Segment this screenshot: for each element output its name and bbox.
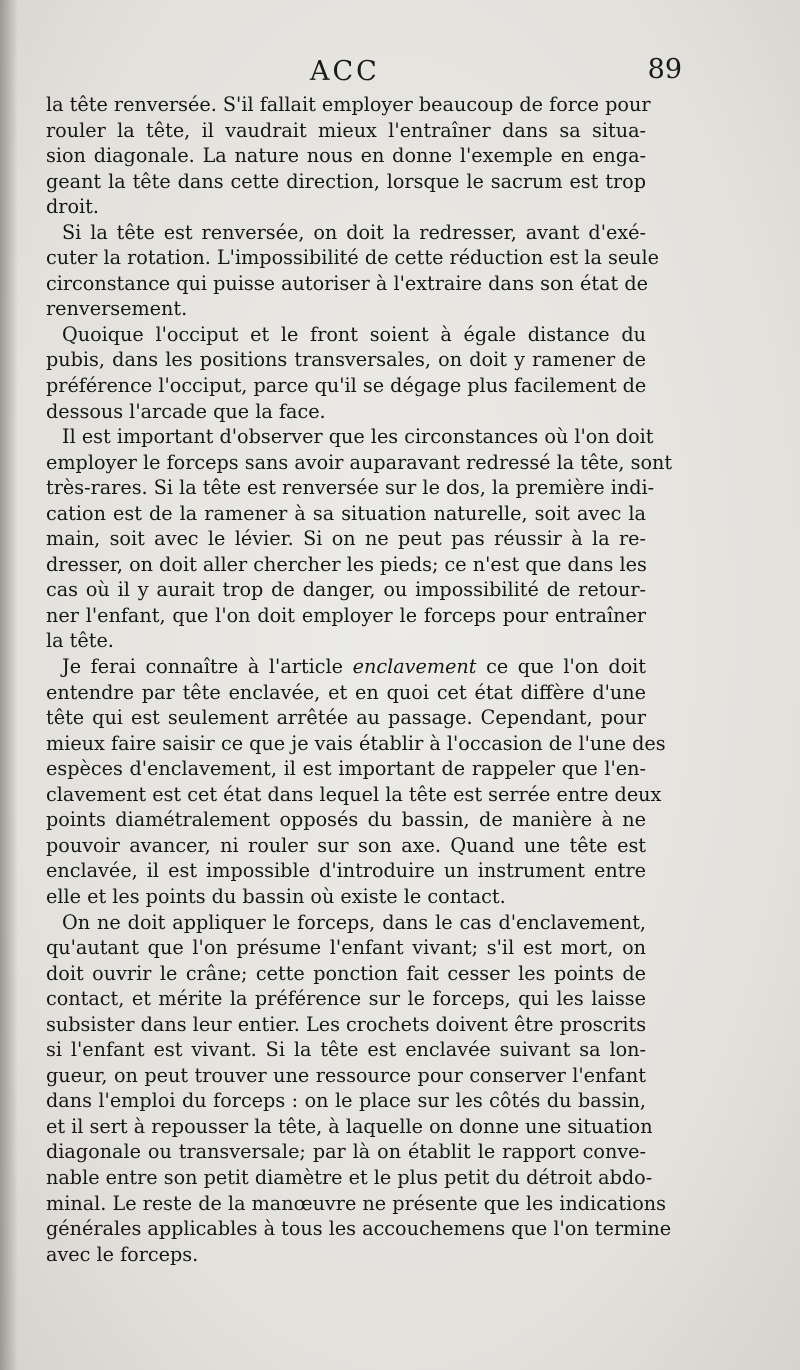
text-fragment: Je ferai connaître à l'article bbox=[62, 655, 353, 679]
text-line: employer le forceps sans avoir auparavant redressé la tête, sont bbox=[46, 450, 673, 474]
text-line: points diamétralement opposés du bassin, de manière à ne bbox=[46, 808, 646, 832]
text-line: cation est de la ramener à sa situation naturelle, soit avec la bbox=[46, 501, 646, 525]
text-line: droit. bbox=[46, 195, 99, 219]
page-header bbox=[40, 52, 682, 92]
text-line: Si la tête est renversée, on doit la redresser, avant d'exé- bbox=[62, 220, 646, 244]
text-line: main, soit avec le lévier. Si on ne peut pas réussir à la re- bbox=[46, 527, 646, 551]
text-line: contact, et mérite la préférence sur le forceps, qui les laisse bbox=[46, 987, 646, 1011]
text-line: la tête. bbox=[46, 629, 114, 653]
text-line: entendre par tête enclavée, et en quoi cet état diffère d'une bbox=[46, 680, 646, 704]
text-line: circonstance qui puisse autoriser à l'extraire dans son état de bbox=[46, 271, 648, 295]
running-head: ACC bbox=[310, 56, 380, 87]
text-line: geant la tête dans cette direction, lorsque le sacrum est trop bbox=[46, 169, 646, 193]
text-line: très-rares. Si la tête est renversée sur le dos, la première indi- bbox=[46, 476, 655, 500]
text-line: dresser, on doit aller chercher les pieds; ce n'est que dans les bbox=[46, 552, 647, 576]
text-line: gueur, on peut trouver une ressource pour conserver l'enfant bbox=[46, 1063, 646, 1087]
text-line: pubis, dans les positions transversales, on doit y ramener de bbox=[46, 348, 646, 372]
text-line: cas où il y aurait trop de danger, ou impossibilité de retour- bbox=[46, 578, 646, 602]
italic-term: enclavement bbox=[352, 655, 477, 679]
text-line: espèces d'enclavement, il est important de rappeler que l'en- bbox=[46, 757, 646, 781]
text-line: renversement. bbox=[46, 297, 188, 321]
text-line: la tête renversée. S'il fallait employer beaucoup de force pour bbox=[46, 93, 651, 116]
text-line: subsister dans leur entier. Les crochets doivent être proscrits bbox=[46, 1012, 647, 1036]
text-line: sion diagonale. La nature nous en donne l'exemple en enga- bbox=[46, 144, 646, 168]
paragraph-6 bbox=[46, 910, 672, 1268]
text-line: et il sert à repousser la tête, à laquelle on donne une situation bbox=[46, 1114, 653, 1138]
text-line: cuter la rotation. L'impossibilité de cette réduction est la seule bbox=[46, 246, 660, 270]
text-fragment: ce que l'on doit bbox=[476, 655, 647, 679]
paragraph-2 bbox=[46, 220, 660, 322]
gutter-shadow bbox=[0, 0, 18, 1370]
text-line: dans l'emploi du forceps : on le place sur les côtés du bassin, bbox=[46, 1089, 646, 1113]
paragraph-3 bbox=[46, 322, 646, 424]
text-line: Quoique l'occiput et le front soient à égale distance du bbox=[62, 322, 646, 346]
text-line: diagonale ou transversale; par là on établit le rapport conve- bbox=[46, 1140, 646, 1164]
paragraph-4 bbox=[46, 424, 673, 654]
text-line: ner l'enfant, que l'on doit employer le forceps pour entraîner bbox=[46, 603, 646, 627]
text-line: rouler la tête, il vaudrait mieux l'entraîner dans sa situa- bbox=[46, 118, 646, 142]
text-line: Il est important d'observer que les circonstances où l'on doit bbox=[62, 425, 654, 449]
paragraph-1 bbox=[46, 92, 651, 220]
text-line: si l'enfant est vivant. Si la tête est enclavée suivant sa lon- bbox=[46, 1038, 646, 1062]
text-line: dessous l'arcade que la face. bbox=[46, 399, 326, 423]
text-line: qu'autant que l'on présume l'enfant vivant; s'il est mort, on bbox=[46, 936, 646, 960]
body-text bbox=[46, 92, 673, 1267]
text-line: préférence l'occiput, parce qu'il se dégage plus facilement de bbox=[46, 374, 647, 398]
text-line bbox=[46, 654, 646, 680]
text-line: clavement est cet état dans lequel la tête est serrée entre deux bbox=[46, 782, 662, 806]
text-line: On ne doit appliquer le forceps, dans le cas d'enclavement, bbox=[62, 910, 646, 934]
page-number: 89 bbox=[647, 54, 682, 85]
text-line: nable entre son petit diamètre et le plus petit du détroit abdo- bbox=[46, 1165, 653, 1189]
paragraph-5 bbox=[46, 654, 666, 909]
text-line: enclavée, il est impossible d'introduire un instrument entre bbox=[46, 859, 646, 883]
text-line: mieux faire saisir ce que je vais établir à l'occasion de l'une des bbox=[46, 731, 666, 755]
text-line: minal. Le reste de la manœuvre ne présente que les indications bbox=[46, 1191, 666, 1215]
text-line: avec le forceps. bbox=[46, 1242, 199, 1266]
text-line: pouvoir avancer, ni rouler sur son axe. Quand une tête est bbox=[46, 833, 646, 857]
text-line: tête qui est seulement arrêtée au passage. Cependant, pour bbox=[46, 706, 646, 730]
text-line: doit ouvrir le crâne; cette ponction fait cesser les points de bbox=[46, 961, 646, 985]
text-line: générales applicables à tous les accouchemens que l'on termine bbox=[46, 1217, 672, 1241]
text-line: elle et les points du bassin où existe le contact. bbox=[46, 884, 506, 908]
